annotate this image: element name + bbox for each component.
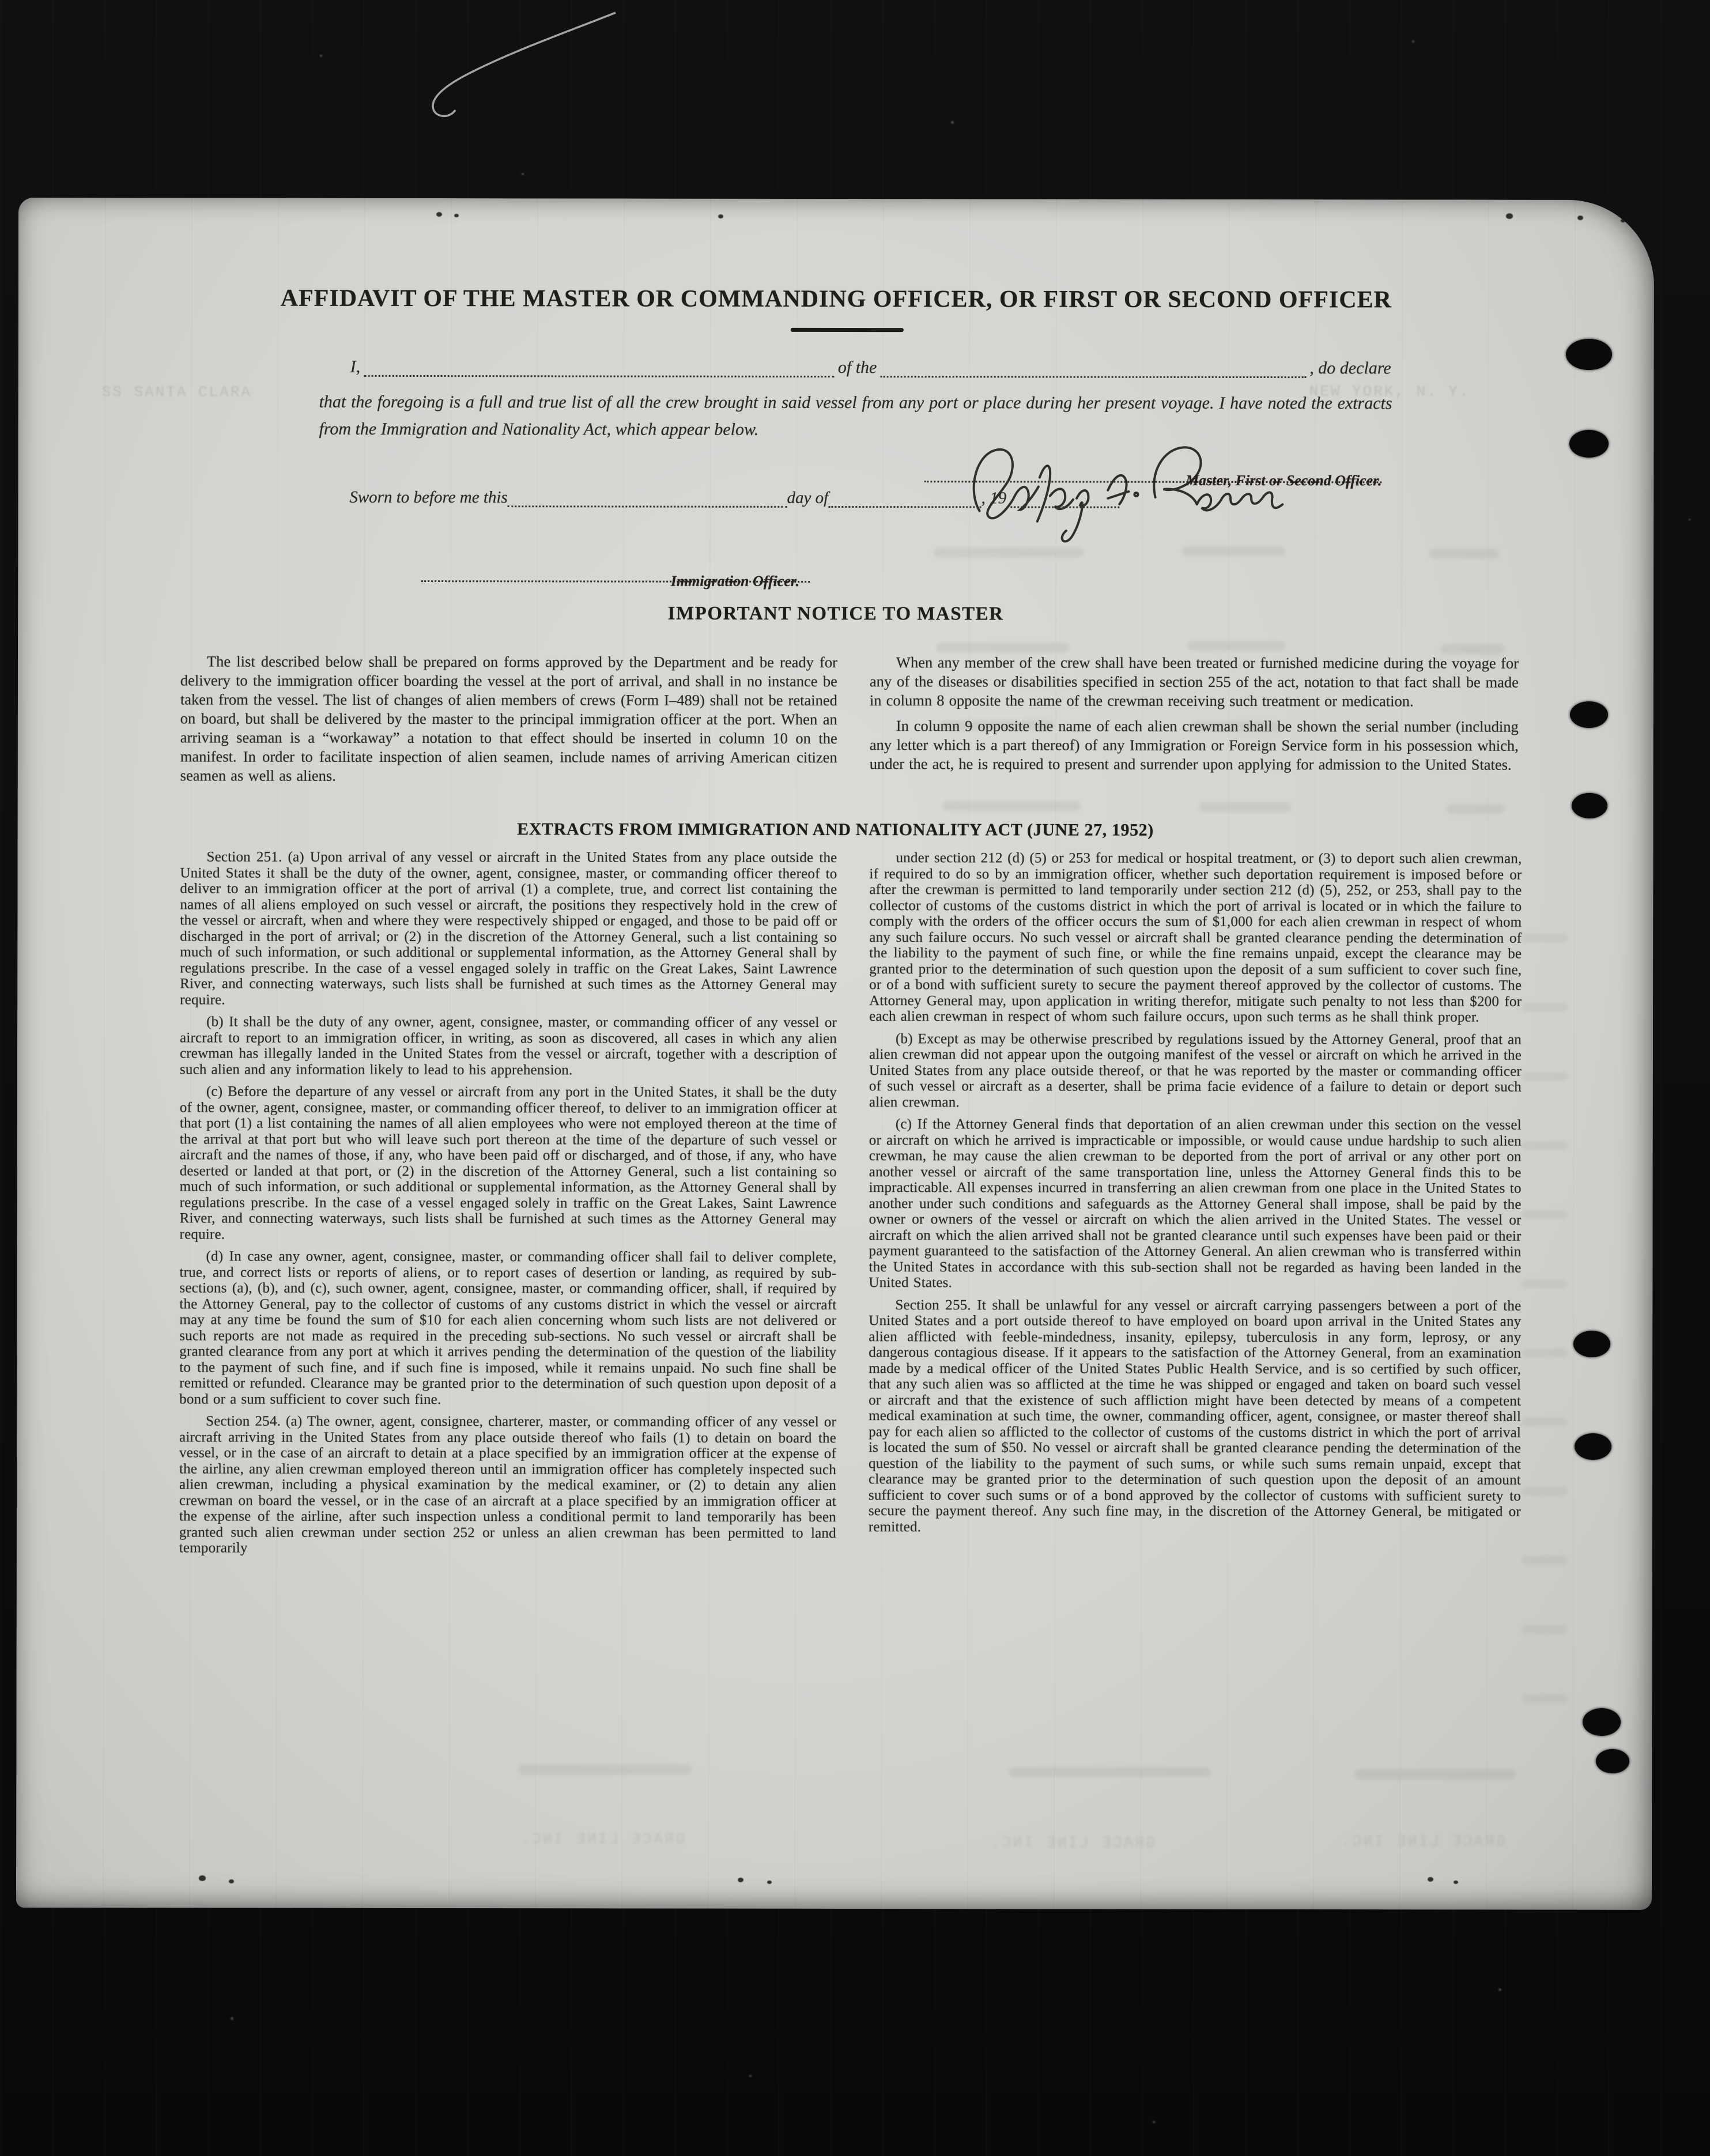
film-speck <box>1153 2121 1155 2123</box>
bleed-through-smudge <box>1202 883 1282 893</box>
film-speck <box>231 2017 233 2020</box>
film-speck <box>1412 40 1414 43</box>
bleed-through-smudge <box>1522 1279 1568 1288</box>
paragraph: Section 251. (a) Upon arrival of any vessel or aircraft in the United States from any place outside the United States it shall be the duty of the owner, agent, consignee, master, or commanding officer thereof to deliver to an immigration officer at the port of arrival (1) a complete, true, and correct list containing the names of all aliens employed on such vessel or aircraft, the positions they respectively hold in the crew of the vessel or aircraft, when and where they were respectively shipped or engaged, and those to be paid off or discharged in the port of arrival; or (2) in the discretion of the Attorney General, such a list containing so much of such information, or such additional or supplemental information, as the Attorney General shall by regulations prescribe. In the case of a vessel engaged solely in traffic on the Great Lakes, Saint Lawrence River, and connecting waterways, such lists shall be furnished at such times as the Attorney General may require. <box>180 849 837 1008</box>
paper-speck <box>1506 213 1513 219</box>
declaration-suffix: , do declare <box>1309 358 1391 378</box>
document-paper <box>16 198 1654 1910</box>
month-blank <box>828 489 981 508</box>
bleed-through-text: GRACE LINE INC. <box>1339 1833 1506 1851</box>
paragraph: (c) Before the departure of any vessel or aircraft from any port in the United States, it shall be the duty of the owner, agent, consignee, master, or commanding officer thereof, to deliver to an immigration officer at that port (1) a list containing the names of all alien employees who were not employed thereon at the time of the arrival at that port but who will leave such port thereon at the time of the departure of such vessel or aircraft and the names of those, if any, who have been paid off or discharged, and of those, if any, who have deserted or landed at that port, or (2) in the discretion of the Attorney General, such a list containing so much of such information, or such additional or supplemental information, as the Attorney General shall by regulations prescribe. In the case of a vessel engaged solely in traffic on the Great Lakes, Saint Lawrence River, and connecting waterways, such lists shall be furnished at such times as the Attorney General may require. <box>179 1083 837 1243</box>
bleed-through-smudge <box>1522 1210 1568 1219</box>
bleed-through-smudge <box>934 548 1084 557</box>
punch-hole <box>1572 793 1607 818</box>
bleed-through-smudge <box>1187 641 1285 651</box>
extracts-heading: EXTRACTS FROM IMMIGRATION AND NATIONALITY ACT (JUNE 27, 1952) <box>517 820 1154 840</box>
notice-right-column <box>870 653 1519 781</box>
sworn-day-of: day of <box>787 488 829 507</box>
bleed-through-smudge <box>1522 1072 1568 1081</box>
bleed-through-smudge <box>1522 1141 1568 1150</box>
punch-hole <box>1596 1749 1629 1773</box>
bleed-through-text: NEW YORK, N. Y. <box>1309 383 1470 401</box>
declaration-line <box>347 357 1395 379</box>
bleed-through-smudge <box>1199 802 1291 812</box>
bleed-through-smudge <box>519 1765 692 1774</box>
bleed-through-text: SS SANTA CLARA <box>101 383 252 401</box>
paragraph: The list described below shall be prepared on forms approved by the Department and be ready for delivery to the immigration officer boarding the vessel at the port of arrival, and shall in no instance be taken from the vessel. The list of changes of alien members of crews (Form I–489) shall not be retained on board, but shall be delivered by the master to the principal immigration officer at the port. When an arriving seaman is a “workaway” a notation to that effect should be inserted in column 10 on the manifest. In order to facilitate inspection of alien seamen, include names of arriving American citizen seamen as well as aliens. <box>180 652 837 784</box>
film-speck <box>749 2075 752 2077</box>
bleed-through-text: GRACE LINE INC. <box>989 1834 1156 1852</box>
bleed-through-smudge <box>1429 549 1498 558</box>
bleed-through-smudge <box>942 801 1081 811</box>
declaration-of-the: of the <box>837 358 877 377</box>
film-speck <box>69 1037 71 1039</box>
bleed-through-smudge <box>1522 1487 1568 1496</box>
punch-hole <box>1573 1331 1610 1357</box>
bleed-through-smudge <box>1354 1769 1516 1779</box>
name-blank <box>364 358 835 377</box>
day-blank <box>508 489 787 508</box>
bleed-through-smudge <box>1522 1418 1568 1426</box>
bleed-through-text: GRACE LINE INC. <box>519 1831 685 1849</box>
bleed-through-smudge <box>1522 1556 1568 1565</box>
title-rule <box>791 328 904 332</box>
paragraph: (b) It shall be the duty of any owner, agent, consignee, master, or commanding officer of any vessel or aircraft to report to an immigration officer, in writing, as soon as discovered, all cases in which any alien crewman has illegally landed in the United States from the vessel or aircraft, together with a description of such alien and any information likely to lead to his apprehension. <box>179 1014 837 1078</box>
declaration-prefix: I, <box>350 357 361 376</box>
signature-caption: Master, First or Second Officer. <box>1185 471 1382 489</box>
paragraph: In column 9 opposite the name of each alien crewman shall be shown the serial number (including any letter which is a part thereof) of any Immigration or Foreign Service form in his possession which, under the act, he is required to present and surrender upon applying for admission to the United States. <box>869 717 1519 773</box>
film-speck <box>522 173 524 175</box>
notice-left-column <box>180 652 837 792</box>
punch-hole <box>1583 1708 1621 1736</box>
film-speck <box>320 55 322 57</box>
paper-speck <box>1577 216 1583 220</box>
document-title: AFFIDAVIT OF THE MASTER OR COMMANDING OFFICER, OR FIRST OR SECOND OFFICER <box>280 285 1392 314</box>
bleed-through-smudge <box>1522 1349 1568 1357</box>
extracts-right-column <box>869 850 1522 1542</box>
bleed-through-smudge <box>1447 804 1504 814</box>
sworn-year-prefix: , 19 <box>981 489 1007 508</box>
bleed-through-smudge <box>1181 546 1285 556</box>
year-blank <box>1006 489 1119 508</box>
paper-speck <box>738 1878 743 1882</box>
immigration-officer-caption: Immigration Officer. <box>670 572 800 590</box>
punch-hole <box>1570 701 1608 728</box>
paragraph: Section 255. It shall be unlawful for any vessel or aircraft carrying passengers between a port of the United States and a port outside thereof to have employed on board upon arrival in the United States any alien afflicted with feeble-mindedness, insanity, epilepsy, tuberculosis in any form, leprosy, or any dangerous contagious disease. If it appears to the satisfaction of the Attorney General, from an examination made by a medical officer of the United States Public Health Service, and is so certified by such officer, that any such alien was so afflicted at the time he was shipped or engaged and taken on board such vessel or aircraft and that the existence of such affliction might have been detected by means of a competent medical examination at such time, the owner, commanding officer, agent, consignee, or master thereof shall pay for each alien so afflicted to the collector of customs of the customs district in which the port of arrival is located the sum of $50. No vessel or aircraft shall be granted clearance pending the determination of the question of the liability to the payment of such sums, or while such sums remain unpaid, except that clearance may be granted prior to the determination of such question upon the deposit of an amount sufficient to cover such sums or of a bond approved by the collector of customs with sufficient surety to secure the payment thereof. Any such fine may, in the discretion of the Attorney General, be mitigated or remitted. <box>868 1297 1522 1535</box>
declaration-body: that the foregoing is a full and true list of all the crew brought in said vessel from any port or place during her present voyage. I have noted the extracts from the Immigration and Nationality Act, which appear below. <box>319 392 1392 439</box>
bleed-through-smudge <box>1522 1694 1568 1703</box>
paragraph: (d) In case any owner, agent, consignee, master, or commanding officer shall fail to deliver complete, true, and correct lists or reports of aliens, or to report cases of desertion or landing, as required by sub-sections (a), (b), and (c), such owner, agent, consignee, master, or commanding officer, shall, if required by the Attorney General, pay to the collector of customs of any customs district in which the vessel or aircraft may at any time be found the sum of $10 for each alien concerning whom such lists are not delivered or such reports are not made as required in the preceding sub-sections. No such vessel or aircraft shall be granted clearance from any port at which it arrives pending the determination of the question of the liability to the payment of such fine, and if such fine is imposed, while it remains unpaid. No such fine shall be remitted or refunded. Clearance may be granted prior to the determination of such question upon deposit of a bond or a sum sufficient to cover such fine. <box>179 1248 837 1407</box>
bleed-through-smudge <box>1441 644 1504 654</box>
punch-hole <box>1569 430 1609 458</box>
paper-speck <box>199 1875 206 1881</box>
bleed-through-smudge <box>1522 1625 1568 1634</box>
sworn-line <box>349 488 1119 508</box>
extracts-left-column <box>179 849 837 1563</box>
film-speck <box>1498 1988 1501 1991</box>
bleed-through-smudge <box>1522 1003 1568 1011</box>
film-speck <box>951 121 954 124</box>
paragraph: When any member of the crew shall have been treated or furnished medicine during the voyage for any of the diseases or disabilities specified in section 255 of the act, notation to that fact shall be made in column 8 opposite the name of the crewman receiving such treatment or medication. <box>869 654 1519 710</box>
paper-speck <box>436 212 442 217</box>
paper-speck <box>1428 1877 1433 1882</box>
notice-heading: IMPORTANT NOTICE TO MASTER <box>667 603 1004 625</box>
punch-hole <box>1575 1433 1611 1460</box>
bleed-through-smudge <box>1193 722 1279 731</box>
paragraph: (b) Except as may be otherwise prescribed by regulations issued by the Attorney General, proof that an alien crewman did not appear upon the outgoing manifest of the vessel or aircraft on which he arrived in the United States from any place outside thereof, or that he was reported by the master or commanding officer of such vessel or aircraft as a deserter, shall be prima facie evidence of a failure to detain or deport such alien crewman. <box>869 1030 1522 1110</box>
paragraph: Section 254. (a) The owner, agent, consignee, charterer, master, or commanding officer of any vessel or aircraft arriving in the United States from any place outside thereof who fails (1) to detain on board the vessel, or in the case of an aircraft to detain at a place specified by an immigration officer at the expense of the airline, any alien crewman employed thereon until an immigration officer has completely inspected such alien crewman, including a physical examination by the medical examiner, or (2) to detain any alien crewman on board the vessel, or in the case of an aircraft at a place specified by an immigration officer at the expense of the airline, after such inspection unless a conditional permit to land temporarily has been granted such alien crewman under section 252 or unless an alien crewman has been permitted to land temporarily <box>179 1413 837 1556</box>
bleed-through-smudge <box>937 643 1069 652</box>
paragraph: under section 212 (d) (5) or 253 for medical or hospital treatment, or (3) to deport such alien crewman, if required to do so by an immigration officer, whether such deportation requirement is imposed before or after the crewman is permitted to land temporarily under section 212 (d) (5), 252, or 253, shall pay to the collector of customs of the customs district in which the port of arrival is located or in which the failure to comply with the orders of the officer occurs the sum of $1,000 for each alien crewman in respect of whom any such failure occurs. No such vessel or aircraft shall be granted clearance pending the determination of the liability to the payment of such fine, or while the fine remains unpaid, except the clearance may be granted prior to the determination of such question upon the deposit of a sum sufficient to cover such fine, or of a bond with sufficient surety to secure the payment thereof approved by the collector of customs. The Attorney General may, upon application in writing therefor, mitigate such penalty to not less than $200 for each alien crewman in respect of whom such failure occurs, upon such terms as he shall think proper. <box>869 850 1522 1025</box>
bleed-through-smudge <box>1522 934 1568 942</box>
bleed-through-smudge <box>1009 1767 1210 1777</box>
punch-hole <box>1566 339 1612 370</box>
paragraph: (c) If the Attorney General finds that deportation of an alien crewman under this section on the vessel or aircraft on which he arrived is impracticable or impossible, or would cause undue hardship to such alien crewman, he may cause the alien crewman to be deported from the port of arrival or any other port on another vessel or aircraft of the same transportation line, unless the Attorney General finds this to be impracticable. All expenses incurred in transferring an alien crewman from one place in the United States to another under such conditions and safeguards as the Attorney General shall impose, shall be paid by the owner or owners of the vessel or aircraft on which the alien arrived in the United States. The vessel or aircraft on which the alien arrived shall not be granted clearance until such expenses have been paid or their payment guaranteed to the satisfaction of the Attorney General. An alien crewman who is transferred within the United States in accordance with this sub-section shall not be regarded as having been landed in the United States. <box>869 1116 1522 1291</box>
vessel-blank <box>880 358 1306 378</box>
bleed-through-smudge <box>939 720 1055 730</box>
film-speck <box>1689 519 1690 520</box>
bleed-through-smudge <box>945 882 1066 892</box>
sworn-prefix: Sworn to before me this <box>349 488 508 507</box>
